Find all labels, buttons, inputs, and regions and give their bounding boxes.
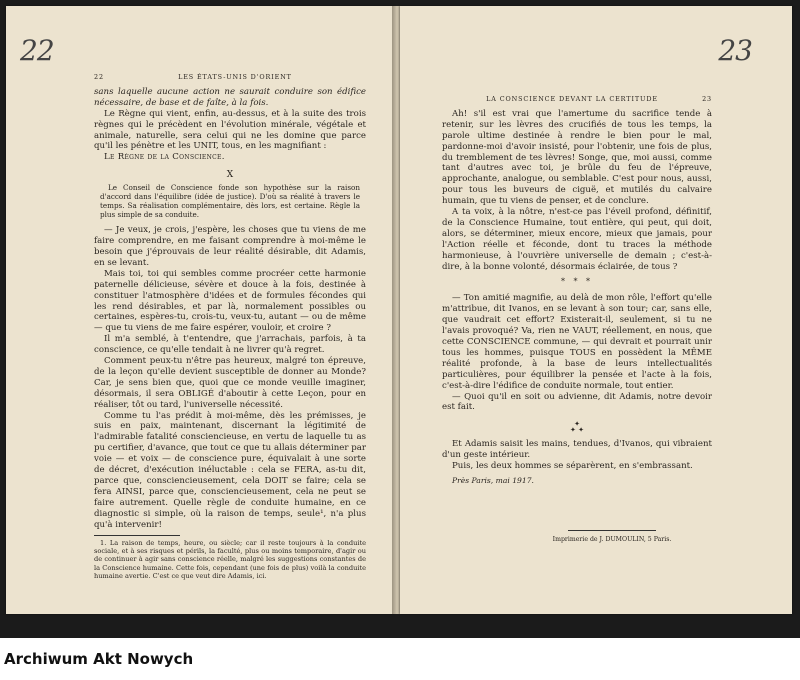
paragraph: Et Adamis saisit les mains, tendues, d'Ivanos, qui vibraient d'un geste intérieur. <box>442 439 712 461</box>
right-page-text <box>442 94 712 487</box>
running-title-left: LES ÉTATS-UNIS D'ORIENT <box>178 73 292 81</box>
section-separator: * * * <box>560 276 594 286</box>
paragraph: Comme tu l'as prédit à moi-même, dès les prémisses, je suis en paix, maintenant, discernant la légitimité de l'admirable fatalité consciencieuse, en vertu de laquelle tu as pu certifier, d'avance, que tout ce que tu allais déterminer par voie — et voix — de conscience pure, équivalait à une sorte de décret, d'exécution inéluctable : cela se FERA, as-tu dit, parce que, consciencieusement, cela DOIT se faire; cela se fera AINSI, parce que, consciencieusement, cela ne peut se faire autrement. Quelle règle de conduite humaine, en ce diagnostic si simple, où la raison de temps, seule¹, n'a plus qu'à intervenir! <box>94 410 366 530</box>
paragraph: Mais toi, toi qui sembles comme procréer cette harmonie paternelle délicieuse, sévère et douce à la fois, destinée à constituer l'atmosphère d'idées et de formules fécondes qui les rend désirables, et par là, normalement possibles ou certaines, espères-tu, crois-tu, veux-tu, autant — ou de même — que tu viens de me faire espérer, vouloir, et croire ? <box>94 268 366 334</box>
left-page-text <box>94 72 366 581</box>
right-page <box>400 6 792 614</box>
colophon-rule <box>568 530 656 531</box>
footnote-rule <box>94 535 180 536</box>
handwritten-page-number-left: 22 <box>20 34 54 67</box>
paragraph: Le Règne de la Conscience. <box>104 152 225 163</box>
page-number-right: 23 <box>702 95 712 103</box>
paragraph: — Je veux, je crois, j'espère, les choses que tu viens de me faire comprendre, en me faisant comprendre à moi-même le besoin que j'éprouvais de leur réalité désirable, dit Adamis, en se levant. <box>94 225 366 268</box>
running-title-right: LA CONSCIENCE DEVANT LA CERTITUDE <box>486 95 658 103</box>
page-number-left: 22 <box>94 73 104 81</box>
paragraph: — Quoi qu'il en soit ou advienne, dit Adamis, notre devoir est fait. <box>442 391 712 413</box>
paragraph: — Ton amitié magnifie, au delà de mon rôle, l'effort qu'elle m'attribue, dit Ivanos, en se levant à son tour; car, sans elle, que vaudrait cet effort? Existerait-il, seulement, si tu ne l'avais provoqué? Va, rien ne VAUT, réellement, en nous, que cette CONSCIENCE commune, — qui devrait et pourrait unir tous les hommes, puisque TOUS en possèdent la MÊME réalité profonde, à la base de leurs intellectualités particulières, pour équilibrer la pensée et l'acte à la fois, c'est-à-dire l'édifice de conduite normale, tout entier. <box>442 293 712 391</box>
handwritten-page-number-right: 23 <box>718 34 752 67</box>
section-summary: Le Conseil de Conscience fonde son hypothèse sur la raison d'accord dans l'équilibre (idée de justice). D'où sa réalité à travers le temps. Sa réalisation complémentaire, dès lors, est certaine. Règle la plus simple de sa conduite. <box>100 183 360 220</box>
date-line: Près Paris, mai 1917. <box>452 476 534 486</box>
paragraph: Comment peux-tu n'être pas heureux, malgré ton épreuve, de la leçon qu'elle devient susceptible de donner au Monde? Car, je sens bien que, quoi que ce monde veuille imaginer, désormais, il sera OBLIGÉ d'aboutir à cette Leçon, pour en réaliser, tôt ou tard, l'universelle nécessité. <box>94 356 366 410</box>
paragraph: sans laquelle aucune action ne saurait conduire son édifice nécessaire, de base et de faîte, à la fois. <box>94 86 366 108</box>
paragraph: Le Règne qui vient, enfin, au-dessus, et à la suite des trois règnes qui le précèdent en l'évolution minérale, végétale et animale, naturelle, sera celui qui ne les domine que parce qu'il les pénètre et les UNIT, tous, en les magnifiant : <box>94 108 366 152</box>
archive-name: Archiwum Akt Nowych <box>4 650 194 668</box>
paragraph: Il m'a semblé, à t'entendre, que j'arrachais, parfois, à ta conscience, ce qu'elle tendait à ne livrer qu'à regret. <box>94 334 366 356</box>
left-page <box>6 6 394 614</box>
running-head-right <box>442 94 712 105</box>
paragraph: Puis, les deux hommes se séparèrent, en s'embrassant. <box>452 461 693 472</box>
asterism-ornament: ✦ ✦ ✦ <box>570 420 584 435</box>
archive-footer <box>0 638 800 680</box>
printer-imprint: Imprimerie de J. DUMOULIN, 5 Paris. <box>552 536 672 543</box>
paragraph: A ta voix, à la nôtre, n'est-ce pas l'éveil profond, définitif, de la Conscience Humaine, tout entière, qui peut, qui doit, alors, se déterminer, mieux encore, mieux que jamais, pour l'Action réelle et féconde, dont tu traces la méthode harmonieuse, à l'ouvrière universelle de demain ; c'est-à-dire, à la bonne volonté, désormais éclairée, de tous ? <box>442 207 712 272</box>
paragraph: Ah! s'il est vrai que l'amertume du sacrifice tende à retenir, sur les lèvres des crucifiés de tous les temps, la parole ultime destinée à rendre le bien pour le mal, pardonne-moi d'avoir insisté, pour l'obtenir, une fois de plus, du tremblement de tes lèvres! Songe, que, moi aussi, comme tant d'autres avec toi, je brûle du feu de l'épreuve, approchante, analogue, ou semblable. C'est pour nous, aussi, pour tous les buveurs de ciguë, et mutilés du calvaire humain, que tu viens de penser, et de conclure. <box>442 108 712 207</box>
running-head-left <box>94 72 366 83</box>
section-heading: X <box>226 170 234 181</box>
footnote: 1. La raison de temps, heure, ou siècle; car il reste toujours à la conduite sociale, et à ses risques et périls, la faculté, plus ou moins temporaire, d'agir ou de continuer à agir sans conscience réelle, malgré les suggestions constantes de la Conscience humaine. Cette fois, cependant (une fois de plus) voilà la conduite humaine avertie. C'est ce que veut dire Adamis, ici. <box>94 538 366 581</box>
colophon <box>532 530 692 543</box>
